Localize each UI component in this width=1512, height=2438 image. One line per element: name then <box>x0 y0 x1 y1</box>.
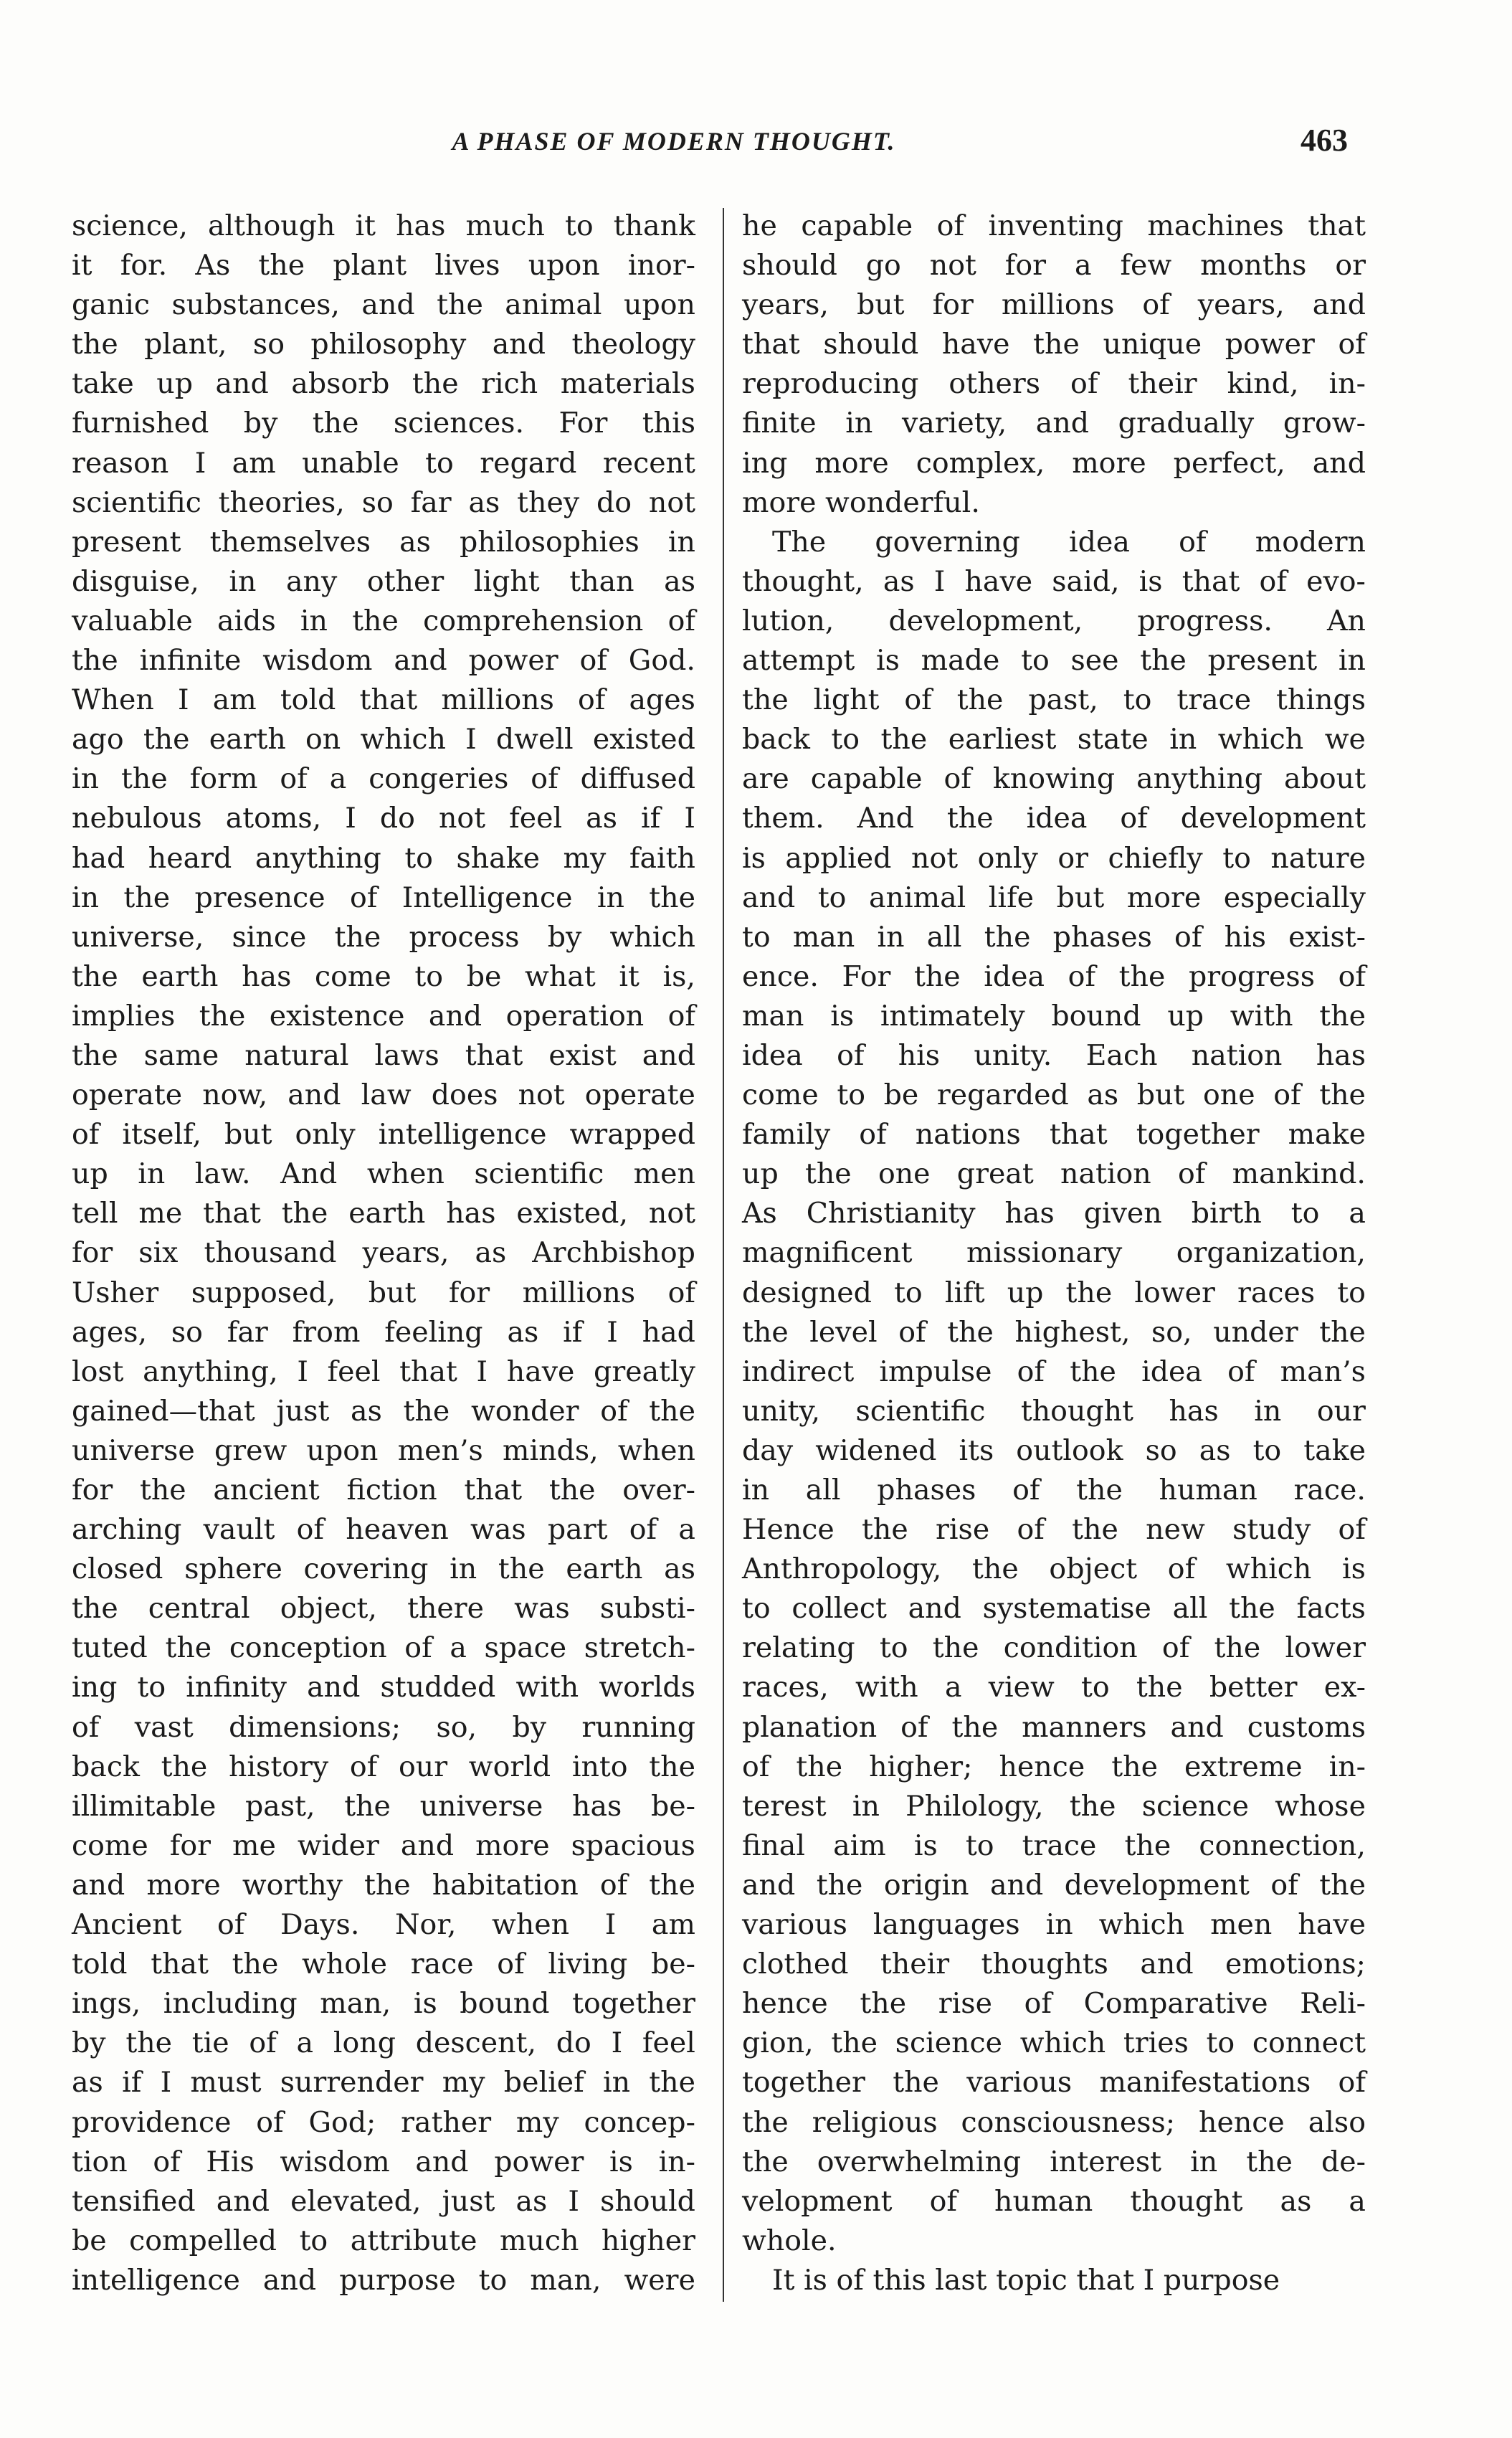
text-line: It is of this last topic that I purpose <box>772 2263 1280 2297</box>
text-line: attempt is made to see the present in <box>742 644 1366 678</box>
text-line: disguise, in any other light than as <box>72 564 695 598</box>
text-line: in all phases of the human race. <box>742 1474 1366 1507</box>
text-line: science, although it has much to thank <box>72 209 695 242</box>
text-line: should go not for a few months or <box>742 249 1366 283</box>
text-line: be compelled to attribute much higher <box>72 2224 695 2257</box>
text-line: ings, including man, is bound together <box>72 1987 695 2021</box>
text-line: ganic substances, and the animal upon <box>72 288 695 322</box>
page-number: 463 <box>1301 123 1348 158</box>
text-line: the central object, there was substi- <box>72 1592 695 1626</box>
text-line: the infinite wisdom and power of God. <box>72 644 695 678</box>
column-divider <box>723 208 724 2302</box>
text-line: in the form of a congeries of diffused <box>72 762 695 796</box>
text-line: terest in Philology, the science whose <box>742 1789 1366 1823</box>
text-line: reproducing others of their kind, in- <box>742 367 1366 401</box>
text-line: of itself, but only intelligence wrapped <box>72 1118 695 1152</box>
text-line: universe grew upon men’s minds, when <box>72 1433 695 1467</box>
text-line: day widened its outlook so as to take <box>742 1433 1366 1467</box>
text-line: furnished by the sciences. For this <box>72 407 695 440</box>
text-line: it for. As the plant lives upon inor- <box>72 249 695 283</box>
text-line: had heard anything to shake my faith <box>72 841 695 875</box>
text-line: lution, development, progress. An <box>742 604 1366 637</box>
text-line: implies the existence and operation of <box>72 999 695 1033</box>
text-line: thought, as I have said, is that of evo- <box>742 564 1366 598</box>
text-line: illimitable past, the universe has be- <box>72 1789 695 1823</box>
text-line: and more worthy the habitation of the <box>72 1868 695 1902</box>
text-line: valuable aids in the comprehension of <box>72 604 695 637</box>
text-line: scientific theories, so far as they do not <box>72 485 695 519</box>
right-column <box>742 207 1366 2300</box>
text-line: present themselves as philosophies in <box>72 525 695 559</box>
text-line: the level of the highest, so, under the <box>742 1315 1366 1349</box>
text-line: operate now, and law does not operate <box>72 1078 695 1112</box>
text-line: man is intimately bound up with the <box>742 999 1366 1033</box>
text-line: the plant, so philosophy and theology <box>72 328 695 361</box>
text-line: back to the earliest state in which we <box>742 723 1366 756</box>
text-line: ago the earth on which I dwell existed <box>72 723 695 756</box>
text-line: tell me that the earth has existed, not <box>72 1197 695 1230</box>
text-line: are capable of knowing anything about <box>742 762 1366 796</box>
text-line: clothed their thoughts and emotions; <box>742 1948 1366 1981</box>
text-line: more wonderful. <box>742 485 980 519</box>
text-line: years, but for millions of years, and <box>742 288 1366 322</box>
text-line: he capable of inventing machines that <box>742 209 1366 242</box>
text-line: by the tie of a long descent, do I feel <box>72 2026 695 2060</box>
text-line: come to be regarded as but one of the <box>742 1078 1366 1112</box>
text-line: Usher supposed, but for millions of <box>72 1276 695 1309</box>
text-line: relating to the condition of the lower <box>742 1631 1366 1665</box>
left-column <box>72 207 695 2300</box>
text-line: tensified and elevated, just as I should <box>72 2184 695 2218</box>
text-line: velopment of human thought as a <box>742 2184 1366 2218</box>
text-line: lost anything, I feel that I have greatly <box>72 1355 695 1388</box>
text-line: magnificent missionary organization, <box>742 1236 1366 1270</box>
text-line: the religious consciousness; hence also <box>742 2105 1366 2139</box>
text-line: back the history of our world into the <box>72 1750 695 1783</box>
text-line: and the origin and development of the <box>742 1868 1366 1902</box>
text-line: universe, since the process by which <box>72 920 695 954</box>
text-line: for the ancient fiction that the over- <box>72 1474 695 1507</box>
text-line: gion, the science which tries to connect <box>742 2026 1366 2060</box>
text-line: idea of his unity. Each nation has <box>742 1038 1366 1072</box>
text-line: of the higher; hence the extreme in- <box>742 1750 1366 1783</box>
text-line: come for me wider and more spacious <box>72 1828 695 1862</box>
text-line: races, with a view to the better ex- <box>742 1671 1366 1704</box>
text-line: reason I am unable to regard recent <box>72 446 695 480</box>
text-line: ing more complex, more perfect, and <box>742 446 1366 480</box>
text-line: ing to infinity and studded with worlds <box>72 1671 695 1704</box>
text-line: As Christianity has given birth to a <box>742 1197 1366 1230</box>
text-line: to man in all the phases of his exist- <box>742 920 1366 954</box>
text-line: the earth has come to be what it is, <box>72 959 695 993</box>
text-line: up the one great nation of mankind. <box>742 1157 1366 1191</box>
text-line: final aim is to trace the connection, <box>742 1828 1366 1862</box>
text-line: ence. For the idea of the progress of <box>742 959 1366 993</box>
text-line: for six thousand years, as Archbishop <box>72 1236 695 1270</box>
text-line: whole. <box>742 2224 837 2257</box>
text-line: tion of His wisdom and power is in- <box>72 2145 695 2178</box>
text-line: hence the rise of Comparative Reli- <box>742 1987 1366 2021</box>
text-line: that should have the unique power of <box>742 328 1366 361</box>
text-line: Ancient of Days. Nor, when I am <box>72 1908 695 1942</box>
text-line: planation of the manners and customs <box>742 1710 1366 1744</box>
text-line: intelligence and purpose to man, were <box>72 2263 695 2297</box>
text-line: The governing idea of modern <box>772 525 1366 559</box>
text-line: of vast dimensions; so, by running <box>72 1710 695 1744</box>
text-line: them. And the idea of development <box>742 802 1366 835</box>
text-line: nebulous atoms, I do not feel as if I <box>72 802 695 835</box>
text-line: designed to lift up the lower races to <box>742 1276 1366 1309</box>
text-line: as if I must surrender my belief in the <box>72 2066 695 2100</box>
text-line: Hence the rise of the new study of <box>742 1513 1366 1547</box>
text-line: to collect and systematise all the facts <box>742 1592 1366 1626</box>
text-line: told that the whole race of living be- <box>72 1948 695 1981</box>
text-line: tuted the conception of a space stretch- <box>72 1631 695 1665</box>
text-line: family of nations that together make <box>742 1118 1366 1152</box>
text-line: the same natural laws that exist and <box>72 1038 695 1072</box>
text-line: the light of the past, to trace things <box>742 683 1366 717</box>
text-line: together the various manifestations of <box>742 2066 1366 2100</box>
text-line: gained—that just as the wonder of the <box>72 1394 695 1428</box>
text-line: and to animal life but more especially <box>742 881 1366 914</box>
running-title: A PHASE OF MODERN THOUGHT. <box>452 127 896 156</box>
text-line: take up and absorb the rich materials <box>72 367 695 401</box>
text-line: finite in variety, and gradually grow- <box>742 407 1366 440</box>
text-line: providence of God; rather my concep- <box>72 2105 695 2139</box>
text-line: various languages in which men have <box>742 1908 1366 1942</box>
text-line: indirect impulse of the idea of man’s <box>742 1355 1366 1388</box>
text-line: Anthropology, the object of which is <box>742 1552 1366 1586</box>
text-line: the overwhelming interest in the de- <box>742 2145 1366 2178</box>
text-line: is applied not only or chiefly to nature <box>742 841 1366 875</box>
text-line: When I am told that millions of ages <box>72 683 695 717</box>
text-line: ages, so far from feeling as if I had <box>72 1315 695 1349</box>
text-line: arching vault of heaven was part of a <box>72 1513 695 1547</box>
text-line: unity, scientific thought has in our <box>742 1394 1366 1428</box>
text-line: in the presence of Intelligence in the <box>72 881 695 914</box>
text-line: closed sphere covering in the earth as <box>72 1552 695 1586</box>
text-line: up in law. And when scientific men <box>72 1157 695 1191</box>
